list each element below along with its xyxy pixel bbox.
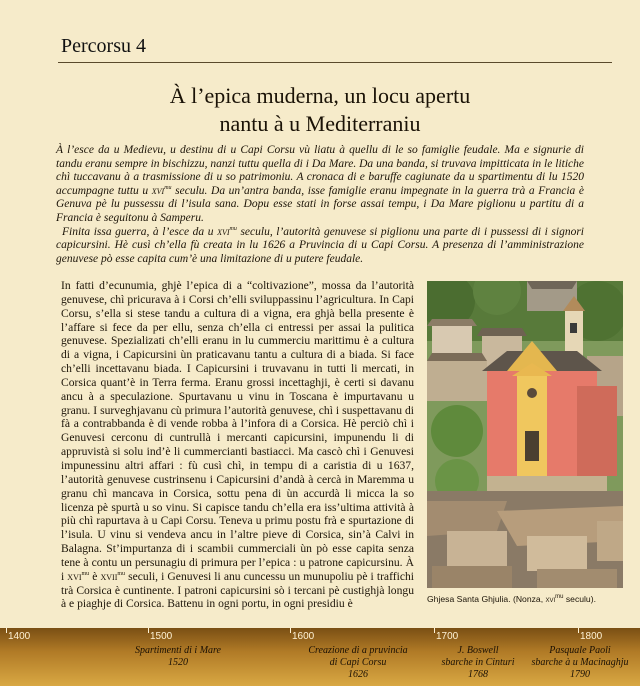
century-suffix: mu [229,225,237,232]
event-label: sbarche in Cinturi [441,657,515,668]
century-numeral: xvi [217,225,230,238]
church-photo [427,281,623,588]
timeline-year: 1700 [436,631,459,642]
event-year: 1626 [348,669,368,680]
event-label: di Capi Corsu [329,657,387,668]
chapter-title-line-2: nantu à u Mediterraniu [219,111,421,136]
event-label: J. Boswell [457,645,499,656]
header-rule [58,62,612,63]
century-numeral: xvi [67,569,82,583]
chapter-title-line-1: À l’epica muderna, un locu apertu [169,83,471,108]
century-numeral: xvi [545,594,556,604]
body-text [61,279,414,611]
body-text-run: In fatti d’ecunumia, ghjè l’epica di a “coltivazione”, mossa da l’autorità genuvese, chì pricurava à i Corsi ch’elli sviluppassinu l’agricultura. In Capi Corsu, s’ella si stese tandu a cultura di a vigna, era ghjà bella presente è l’affare si fece da per ellu, senza ch’ella ci entressi per assai la pulitica genuvese. Spezializati ch’elli eranu in lu cummerciu marittimu è a cultura di a vigna, i Capicursini ùn praticavanu tantu a cultura di a biada. Si face ch’elli incettavanu biada. I Capicursini i truvavanu in tutti li mercati, in Corsica quant’è in Terra ferma. Eranu grossi incettaghji, è certi si davanu ancu à a speculazione. Spurtavanu u vinu in Toscana è impurtavanu u granu. I surveghjavanu cù primura l’autorità genuvese, chì i suspettavanu di fà a contrabbanda è di vende robba à l’infora di a Corsica. Hè perciò chì i Genuvesi cerconu di cuntrullà i mercanti capicursini, impunendu li di appruvistà si solu ind’è li cummercianti bastiacci. Ma cascò chì i Genuvesi impunessinu altri affari : fù cusì chì, in tempu di a caristia di u 1637, l’autorità genuvese custrinsenu i Capicursini d’andà à cercà in Maremma u granu chì mancava in Corsica, sottu pena di ùn accurdà li micca la so licenza pè spurtà u so vinu. Si capisce tandu ch’ella era iss’ultima attività à più chì rapurtava à u Capi Corsu. Teneva u primu postu frà e spurtazione di l’isula. U vinu si vendeva ancu in l’altre pieve di Corsica, sin’à Calvi in Balagna. St’impurtanza di i scambii cummerciali ùn pò esse capita senza tene à contu un persunagiu di primura per l’epica : u patrone capicursinu. À i [61,279,414,583]
timeline [0,628,640,686]
event-label: Creazione di a pruvincia [308,645,408,656]
timeline-event-1790 [515,645,640,681]
intro-text: seculu. Da un’antra banda, isse famiglie eranu impegnate in la guerra trà a Francia è Genuva pè lu pussessu di l’isula sana. Dopu esse stati in forse assai tempu, i Da Mare piglionu u partitu di a Francia è seguitonu à Samperu. [56,184,584,224]
body-text-run: seculi, i Genuvesi li anu cuncessu un munupoliu pè i traffichi trà Corsica è cuntinente. I patroni capicursini sò i tercani pè custighjà longu à e piaghje di Corsica. Battenu in ogni portu, in ogni presidiu è [61,569,414,611]
century-suffix: mu [81,570,90,577]
caption-text: seculu). [563,594,596,604]
timeline-tick [578,628,579,633]
century-numeral: xvi [151,184,165,197]
timeline-tick [434,628,435,633]
page-header [0,0,640,70]
timeline-tick [148,628,149,633]
photo-caption [427,594,627,604]
timeline-event-1520 [113,645,243,669]
timeline-tick [290,628,291,633]
event-label: Spartimenti di i Mare [134,645,221,656]
caption-text: Ghjesa Santa Ghjulia. (Nonza, [427,594,546,604]
event-label: Pasquale Paoli [549,645,611,656]
event-label: sbarche à u Macinaghju [531,657,629,668]
intro-text: seculu, l’autorità genuvese si piglionu una parte di i pussessi di i signori capicursini. Hè cusì ch’ella fù creata in lu 1626 a Pruvincia di u Capi Corsu. A presenza di l’amministrazione genuvese pò esse capita cum’è una limitazione di u putere feudale. [56,225,584,265]
church-illustration [427,281,623,588]
century-suffix: mu [164,184,172,191]
century-suffix: mu [555,594,564,601]
timeline-year: 1500 [150,631,173,642]
intro-paragraph-1 [56,144,584,226]
century-numeral: xvii [100,569,118,583]
timeline-year: 1600 [292,631,315,642]
section-title: Percorsu 4 [61,35,146,57]
century-suffix: mu [117,570,126,577]
event-year: 1520 [168,657,188,668]
intro-text: À l’esce da u Medievu, u destinu di u Capi Corsu vù liatu à quellu di le so famiglie feudale. Ma e signurie di tandu eranu sempre in bischizzu, nanzi tuttu quella di i Da Mare. Da una banda, si truvava impitticata in le litiche chì tuccavanu à a trasmissione di u so patrimoniu. A cronaca di e baruffe cagiunate da u spartimentu di lu 1520 accumpagne tuttu u [56,144,584,197]
intro-text: Finita issa guerra, à l’esce da u [62,225,218,238]
timeline-tick [6,628,7,633]
intro-paragraph-2 [56,226,584,267]
chapter-title [0,82,640,138]
event-year: 1768 [468,669,488,680]
timeline-year: 1800 [580,631,603,642]
event-year: 1790 [570,669,590,680]
timeline-year: 1400 [8,631,31,642]
body-text-run: è [89,569,101,583]
timeline-event-1626 [293,645,423,681]
intro-paragraphs [56,144,584,266]
body-paragraph [61,279,414,611]
